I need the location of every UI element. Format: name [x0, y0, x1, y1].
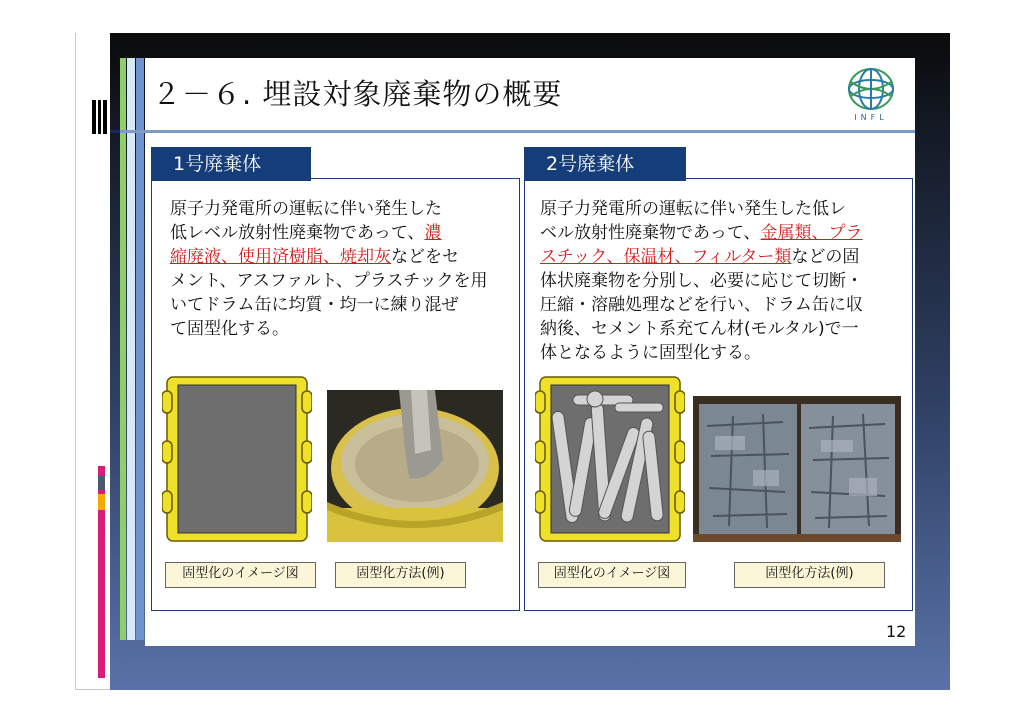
desc-line: スチック、保温材、フィルター類などの固	[540, 247, 860, 267]
panel-2-heading: 2号廃棄体	[524, 147, 686, 181]
caption-image-diagram-2: 固型化のイメージ図	[538, 562, 686, 588]
margin-marker-orange	[98, 494, 105, 510]
caption-method-example-2: 固型化方法(例)	[734, 562, 885, 588]
caption-image-diagram-1: 固型化のイメージ図	[165, 562, 316, 588]
page-border-left	[75, 33, 76, 690]
tick-mark	[98, 100, 101, 134]
desc-line: 縮廃液、使用済樹脂、焼却灰などをセ	[170, 247, 459, 267]
desc-line: 低レベル放射性廃棄物であって、濃	[170, 223, 442, 243]
desc-line: 体状廃棄物を分別し、必要に応じて切断・	[540, 271, 863, 291]
drum-solidification-diagram-1	[162, 373, 312, 545]
title-underline	[120, 130, 915, 133]
highlight-text: 金属類、プラ	[760, 223, 863, 243]
desc-line: メント、アスファルト、プラスチックを用	[170, 271, 488, 291]
logo-wordmark: INFL	[854, 113, 888, 122]
desc-line: いてドラム缶に均質・均一に練り混ぜ	[170, 295, 459, 315]
panel-2-description	[540, 197, 900, 365]
desc-line: て固型化する。	[170, 319, 289, 339]
globe-logo-icon	[838, 66, 904, 112]
panel-1-heading: 1号廃棄体	[151, 147, 311, 181]
infl-logo	[838, 66, 904, 128]
drum-solidification-diagram-2	[535, 373, 685, 545]
page-border-bottom	[75, 689, 110, 690]
desc-line: 体となるように固型化する。	[540, 343, 761, 363]
desc-line: 原子力発電所の運転に伴い発生した	[170, 199, 442, 219]
desc-line: 納後、セメント系充てん材(モルタル)で一	[540, 319, 859, 339]
accent-stripe-green	[120, 58, 126, 640]
tick-mark	[92, 100, 96, 134]
caption-method-example-1: 固型化方法(例)	[335, 562, 466, 588]
tick-mark	[103, 100, 107, 134]
slide-title: ２－６. 埋設対象廃棄物の概要	[152, 77, 563, 111]
highlight-text: スチック、保温材、フィルター類	[540, 247, 792, 267]
desc-line: ベル放射性廃棄物であって、金属類、プラ	[540, 223, 863, 243]
metal-waste-photo	[693, 396, 901, 542]
desc-line: 圧縮・溶融処理などを行い、ドラム缶に収	[540, 295, 863, 315]
page-number: 12	[886, 622, 907, 641]
mixing-photo	[327, 390, 503, 542]
accent-stripe-blue	[136, 58, 144, 640]
margin-marker-gray	[98, 476, 105, 490]
highlight-text: 縮廃液、使用済樹脂、焼却灰	[170, 247, 391, 267]
highlight-text: 濃	[424, 223, 442, 243]
desc-line: 原子力発電所の運転に伴い発生した低レ	[540, 199, 846, 219]
accent-stripe-light	[127, 58, 135, 640]
panel-1-description	[170, 197, 510, 341]
